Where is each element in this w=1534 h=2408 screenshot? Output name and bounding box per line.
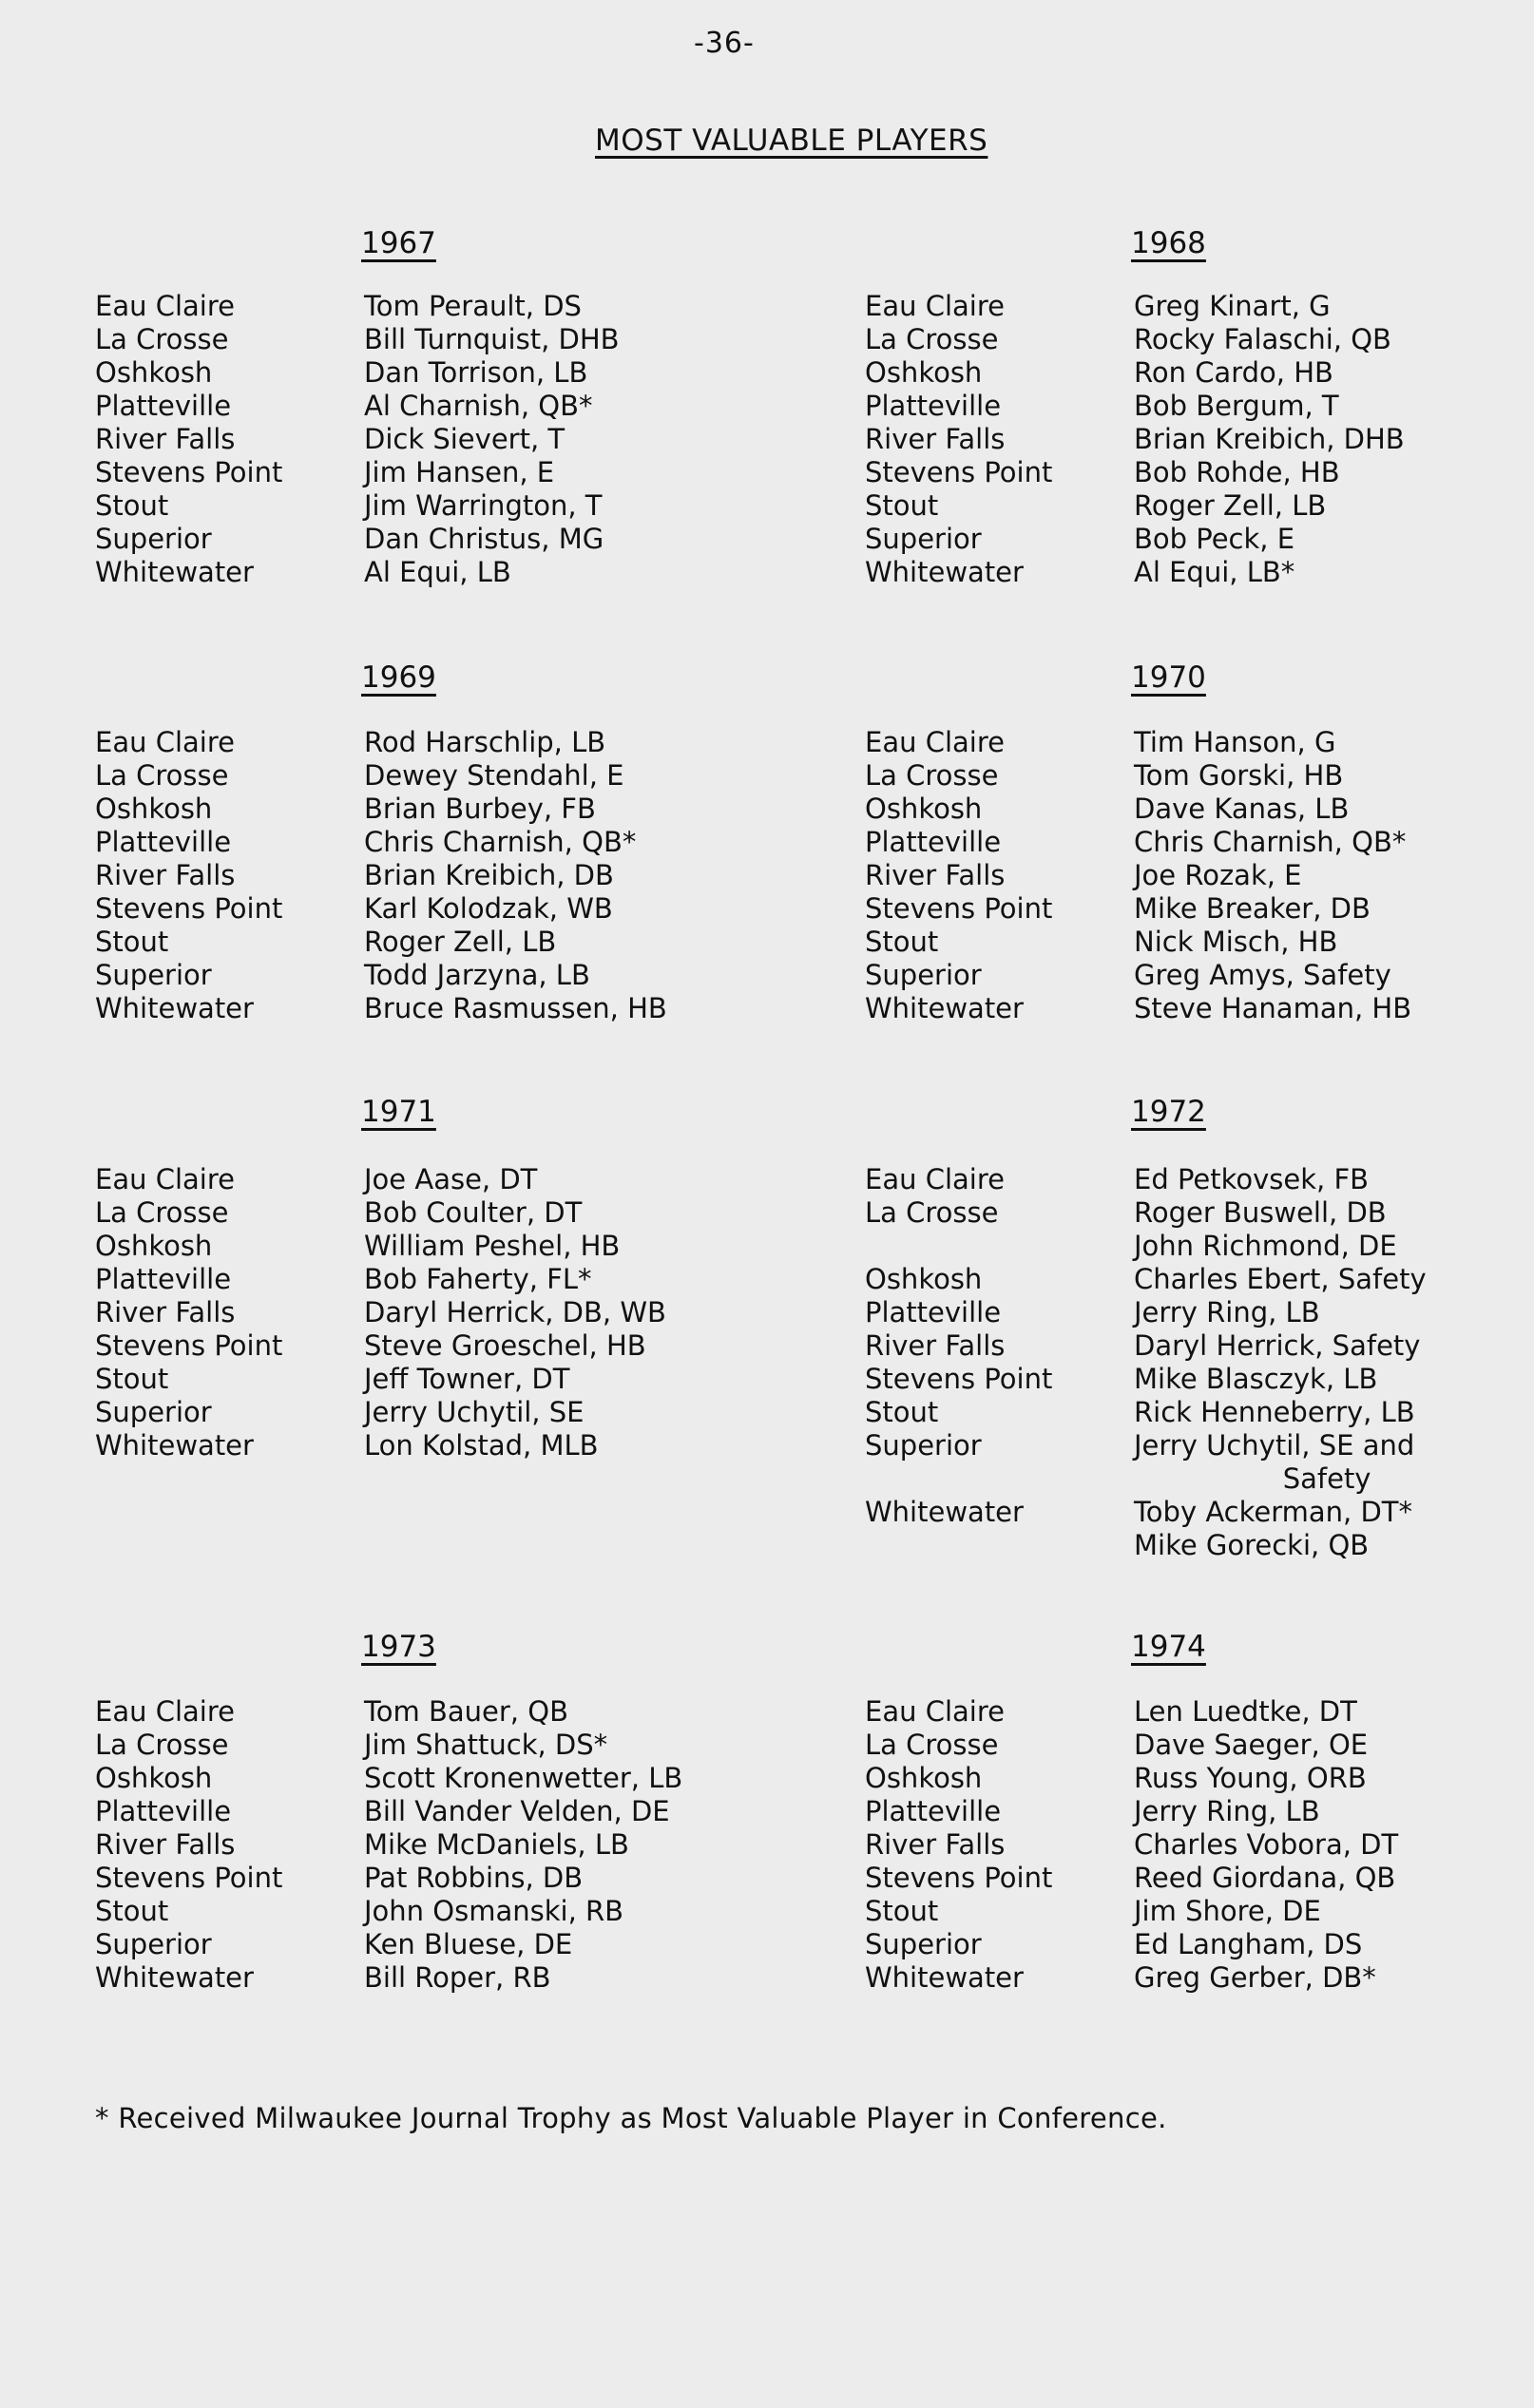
player-name: Brian Kreibich, DHB [1134, 423, 1405, 455]
school-name [865, 1230, 1134, 1263]
player-name: Tom Bauer, QB [364, 1695, 568, 1728]
player-name: Bob Coulter, DT [364, 1196, 583, 1229]
player-name: Greg Kinart, G [1134, 290, 1331, 322]
school-name: Whitewater [95, 1429, 254, 1462]
player-name: Lon Kolstad, MLB [364, 1429, 599, 1462]
school-name: Stout [865, 1396, 939, 1428]
player-name: Daryl Herrick, DB, WB [364, 1296, 666, 1328]
table-row [865, 926, 1411, 959]
player-name: Roger Zell, LB [1134, 489, 1327, 522]
player-name: Mike Gorecki, QB [1134, 1529, 1370, 1561]
mvp-list-1967 [95, 290, 620, 589]
player-name: Jerry Ring, LB [1134, 1296, 1320, 1328]
table-row [95, 926, 667, 959]
table-row [865, 1961, 1398, 1995]
player-name: Ron Cardo, HB [1134, 356, 1333, 389]
player-name: Ed Langham, DS [1134, 1928, 1363, 1960]
school-name: River Falls [865, 1828, 1006, 1861]
school-name: Stout [95, 1363, 169, 1395]
player-name: Dave Saeger, OE [1134, 1729, 1369, 1761]
school-name: Oshkosh [865, 1762, 983, 1794]
player-name: Jerry Uchytil, SE [364, 1396, 585, 1428]
player-name: Bob Faherty, FL* [364, 1263, 592, 1295]
player-name: Mike Blasczyk, LB [1134, 1363, 1378, 1395]
school-name: Whitewater [95, 992, 254, 1024]
table-row [865, 726, 1411, 759]
player-name: Karl Kolodzak, WB [364, 892, 613, 925]
school-name: Stout [95, 1895, 169, 1927]
table-row [95, 290, 620, 323]
school-name: River Falls [865, 859, 1006, 891]
table-row [95, 1429, 666, 1462]
table-row [865, 290, 1405, 323]
table-row [865, 489, 1405, 523]
school-name: Platteville [865, 390, 1002, 422]
player-name: Joe Rozak, E [1134, 859, 1302, 891]
table-row [95, 1762, 682, 1795]
school-name: Eau Claire [865, 1695, 1005, 1728]
school-name [865, 1529, 1134, 1562]
table-row [865, 1795, 1398, 1828]
table-row [95, 1196, 666, 1230]
table-row [865, 556, 1405, 589]
school-name: La Crosse [865, 759, 999, 792]
table-row [95, 1862, 682, 1895]
table-row [95, 423, 620, 456]
player-name: Mike Breaker, DB [1134, 892, 1371, 925]
player-name: Al Charnish, QB* [364, 390, 593, 422]
player-name: Jim Hansen, E [364, 456, 555, 488]
mvp-list-1972 [865, 1163, 1427, 1562]
school-name: Whitewater [865, 1496, 1024, 1528]
table-row [865, 1396, 1427, 1429]
table-row [865, 859, 1411, 892]
table-row [865, 390, 1405, 423]
player-name: Steve Hanaman, HB [1134, 992, 1412, 1024]
player-name: Al Equi, LB [364, 556, 511, 588]
school-name: Eau Claire [865, 726, 1005, 758]
table-row [95, 323, 620, 356]
player-name: Mike McDaniels, LB [364, 1828, 629, 1861]
player-name: William Peshel, HB [364, 1230, 621, 1262]
table-row [865, 1329, 1427, 1363]
table-row [865, 523, 1405, 556]
mvp-list-1969 [95, 726, 667, 1025]
player-name: Brian Kreibich, DB [364, 859, 614, 891]
year-heading-1972: 1972 [1131, 1095, 1206, 1129]
school-name: Stout [95, 926, 169, 958]
school-name: River Falls [865, 423, 1006, 455]
table-row [865, 1928, 1398, 1961]
table-row [95, 1895, 682, 1928]
player-name: Rick Henneberry, LB [1134, 1396, 1415, 1428]
table-row [865, 1230, 1427, 1263]
school-name: Stevens Point [95, 1862, 283, 1894]
year-heading-1971: 1971 [361, 1095, 436, 1129]
player-name: Tim Hanson, G [1134, 726, 1336, 758]
school-name: Stevens Point [95, 1329, 283, 1362]
player-name: Bob Bergum, T [1134, 390, 1339, 422]
player-name: Jerry Ring, LB [1134, 1795, 1320, 1827]
table-row [865, 356, 1405, 390]
player-name: Bruce Rasmussen, HB [364, 992, 667, 1024]
table-row [95, 992, 667, 1025]
school-name: Platteville [865, 1795, 1002, 1827]
school-name: Platteville [95, 390, 232, 422]
table-row [865, 423, 1405, 456]
school-name: Whitewater [95, 556, 254, 588]
table-row [95, 1329, 666, 1363]
page-title: MOST VALUABLE PLAYERS [595, 124, 988, 158]
table-row [95, 1695, 682, 1729]
player-name: Al Equi, LB* [1134, 556, 1295, 588]
school-name: Oshkosh [95, 356, 213, 389]
table-row [865, 793, 1411, 826]
mvp-list-1971 [95, 1163, 666, 1462]
school-name: La Crosse [95, 1196, 229, 1229]
player-name: Toby Ackerman, DT* [1134, 1496, 1412, 1528]
player-name: John Richmond, DE [1134, 1230, 1397, 1262]
table-row [865, 959, 1411, 992]
school-name: Stevens Point [865, 892, 1053, 925]
player-name: Joe Aase, DT [364, 1163, 538, 1195]
school-name: Stout [95, 489, 169, 522]
player-name: Nick Misch, HB [1134, 926, 1338, 958]
table-row [95, 1828, 682, 1862]
footnote: * Received Milwaukee Journal Trophy as Most Valuable Player in Conference. [95, 2102, 1167, 2134]
table-row [95, 1928, 682, 1961]
school-name: Eau Claire [865, 1163, 1005, 1195]
table-row [865, 1163, 1427, 1196]
school-name: Superior [95, 1928, 212, 1960]
school-name: Stevens Point [95, 892, 283, 925]
school-name: Superior [865, 1928, 982, 1960]
school-name: River Falls [95, 1296, 236, 1328]
table-row [865, 759, 1411, 793]
table-row [865, 1496, 1427, 1529]
table-row [95, 356, 620, 390]
school-name: Platteville [865, 1296, 1002, 1328]
player-name: Ken Bluese, DE [364, 1928, 573, 1960]
year-heading-1967: 1967 [361, 226, 436, 260]
page-number: -36- [694, 27, 755, 60]
table-row [865, 992, 1411, 1025]
table-row [865, 1862, 1398, 1895]
table-row [95, 959, 667, 992]
player-name: Bob Peck, E [1134, 523, 1295, 555]
school-name: Oshkosh [95, 793, 213, 825]
table-row [95, 759, 667, 793]
player-name: Greg Gerber, DB* [1134, 1961, 1376, 1994]
mvp-list-1973 [95, 1695, 682, 1995]
table-row [865, 1296, 1427, 1329]
player-name: Roger Buswell, DB [1134, 1196, 1387, 1229]
school-name: Stevens Point [865, 456, 1053, 488]
school-name [865, 1462, 1134, 1496]
table-row [95, 826, 667, 859]
player-name: Daryl Herrick, Safety [1134, 1329, 1421, 1362]
table-row [95, 1729, 682, 1762]
table-row [865, 1895, 1398, 1928]
player-name: Jim Warrington, T [364, 489, 603, 522]
table-row [95, 1263, 666, 1296]
player-name: Brian Burbey, FB [364, 793, 596, 825]
table-row [865, 1429, 1427, 1462]
player-name: Russ Young, ORB [1134, 1762, 1367, 1794]
player-name: Steve Groeschel, HB [364, 1329, 646, 1362]
school-name: Eau Claire [95, 1163, 235, 1195]
mvp-list-1974 [865, 1695, 1398, 1995]
school-name: Superior [865, 1429, 982, 1462]
table-row [95, 1296, 666, 1329]
school-name: Stout [865, 489, 939, 522]
player-name: Chris Charnish, QB* [364, 826, 637, 858]
school-name: Oshkosh [865, 793, 983, 825]
player-name: Tom Gorski, HB [1134, 759, 1344, 792]
school-name: Superior [95, 1396, 212, 1428]
school-name: La Crosse [865, 1729, 999, 1761]
player-name: Charles Ebert, Safety [1134, 1263, 1427, 1295]
table-row [95, 456, 620, 489]
school-name: La Crosse [865, 323, 999, 355]
year-heading-1969: 1969 [361, 660, 436, 695]
player-name: Jim Shattuck, DS* [364, 1729, 608, 1761]
table-row [95, 1795, 682, 1828]
player-name: Dan Torrison, LB [364, 356, 588, 389]
player-name: Reed Giordana, QB [1134, 1862, 1396, 1894]
table-row [95, 726, 667, 759]
table-row [865, 892, 1411, 926]
table-row [95, 793, 667, 826]
school-name: Whitewater [865, 556, 1024, 588]
school-name: Platteville [95, 1795, 232, 1827]
school-name: La Crosse [95, 323, 229, 355]
player-name: Dewey Stendahl, E [364, 759, 624, 792]
mvp-list-1968 [865, 290, 1405, 589]
school-name: Whitewater [865, 992, 1024, 1024]
school-name: Superior [865, 959, 982, 991]
table-row [95, 1961, 682, 1995]
school-name: Platteville [865, 826, 1002, 858]
year-heading-1973: 1973 [361, 1630, 436, 1664]
player-name: Rocky Falaschi, QB [1134, 323, 1391, 355]
school-name: Oshkosh [865, 1263, 983, 1295]
school-name: La Crosse [865, 1196, 999, 1229]
player-name: Greg Amys, Safety [1134, 959, 1391, 991]
player-name: Dick Sievert, T [364, 423, 566, 455]
player-name: Safety [1134, 1462, 1371, 1495]
table-row [865, 1263, 1427, 1296]
school-name: Oshkosh [865, 356, 983, 389]
school-name: Platteville [95, 826, 232, 858]
school-name: Platteville [95, 1263, 232, 1295]
table-row [95, 1163, 666, 1196]
school-name: La Crosse [95, 1729, 229, 1761]
table-row [95, 1363, 666, 1396]
player-name: Bill Turnquist, DHB [364, 323, 620, 355]
school-name: Stout [865, 926, 939, 958]
player-name: Jeff Towner, DT [364, 1363, 570, 1395]
player-name: Rod Harschlip, LB [364, 726, 606, 758]
table-row [95, 556, 620, 589]
school-name: Oshkosh [95, 1762, 213, 1794]
school-name: Stevens Point [865, 1363, 1053, 1395]
player-name: Bill Roper, RB [364, 1961, 551, 1994]
player-name: Dave Kanas, LB [1134, 793, 1350, 825]
school-name: Superior [95, 959, 212, 991]
table-row [95, 1396, 666, 1429]
table-row [95, 1230, 666, 1263]
school-name: Oshkosh [95, 1230, 213, 1262]
player-name: Bob Rohde, HB [1134, 456, 1340, 488]
player-name: Dan Christus, MG [364, 523, 604, 555]
school-name: La Crosse [95, 759, 229, 792]
table-row [865, 1729, 1398, 1762]
player-name: Todd Jarzyna, LB [364, 959, 590, 991]
school-name: Stevens Point [865, 1862, 1053, 1894]
table-row [865, 1695, 1398, 1729]
school-name: River Falls [95, 859, 236, 891]
school-name: Whitewater [95, 1961, 254, 1994]
player-name: Roger Zell, LB [364, 926, 557, 958]
school-name: Superior [95, 523, 212, 555]
player-name: Scott Kronenwetter, LB [364, 1762, 683, 1794]
table-row [865, 1196, 1427, 1230]
table-row [865, 456, 1405, 489]
year-heading-1968: 1968 [1131, 226, 1206, 260]
school-name: Stout [865, 1895, 939, 1927]
school-name: Eau Claire [95, 1695, 235, 1728]
player-name: Len Luedtke, DT [1134, 1695, 1357, 1728]
player-name: Pat Robbins, DB [364, 1862, 584, 1894]
player-name: John Osmanski, RB [364, 1895, 624, 1927]
table-row [95, 390, 620, 423]
year-heading-1970: 1970 [1131, 660, 1206, 695]
table-row [865, 1462, 1427, 1496]
school-name: Superior [865, 523, 982, 555]
school-name: Whitewater [865, 1961, 1024, 1994]
table-row [865, 323, 1405, 356]
school-name: River Falls [95, 1828, 236, 1861]
table-row [95, 489, 620, 523]
table-row [865, 1762, 1398, 1795]
school-name: River Falls [95, 423, 236, 455]
table-row [865, 1828, 1398, 1862]
school-name: River Falls [865, 1329, 1006, 1362]
year-heading-1974: 1974 [1131, 1630, 1206, 1664]
player-name: Charles Vobora, DT [1134, 1828, 1399, 1861]
school-name: Eau Claire [865, 290, 1005, 322]
player-name: Bill Vander Velden, DE [364, 1795, 670, 1827]
player-name: Ed Petkovsek, FB [1134, 1163, 1370, 1195]
table-row [865, 1363, 1427, 1396]
mvp-list-1970 [865, 726, 1411, 1025]
school-name: Eau Claire [95, 290, 235, 322]
table-row [95, 859, 667, 892]
player-name: Jim Shore, DE [1134, 1895, 1321, 1927]
player-name: Tom Perault, DS [364, 290, 582, 322]
player-name: Jerry Uchytil, SE and [1134, 1429, 1415, 1462]
school-name: Stevens Point [95, 456, 283, 488]
table-row [865, 1529, 1427, 1562]
school-name: Eau Claire [95, 726, 235, 758]
table-row [865, 826, 1411, 859]
table-row [95, 523, 620, 556]
table-row [95, 892, 667, 926]
player-name: Chris Charnish, QB* [1134, 826, 1407, 858]
